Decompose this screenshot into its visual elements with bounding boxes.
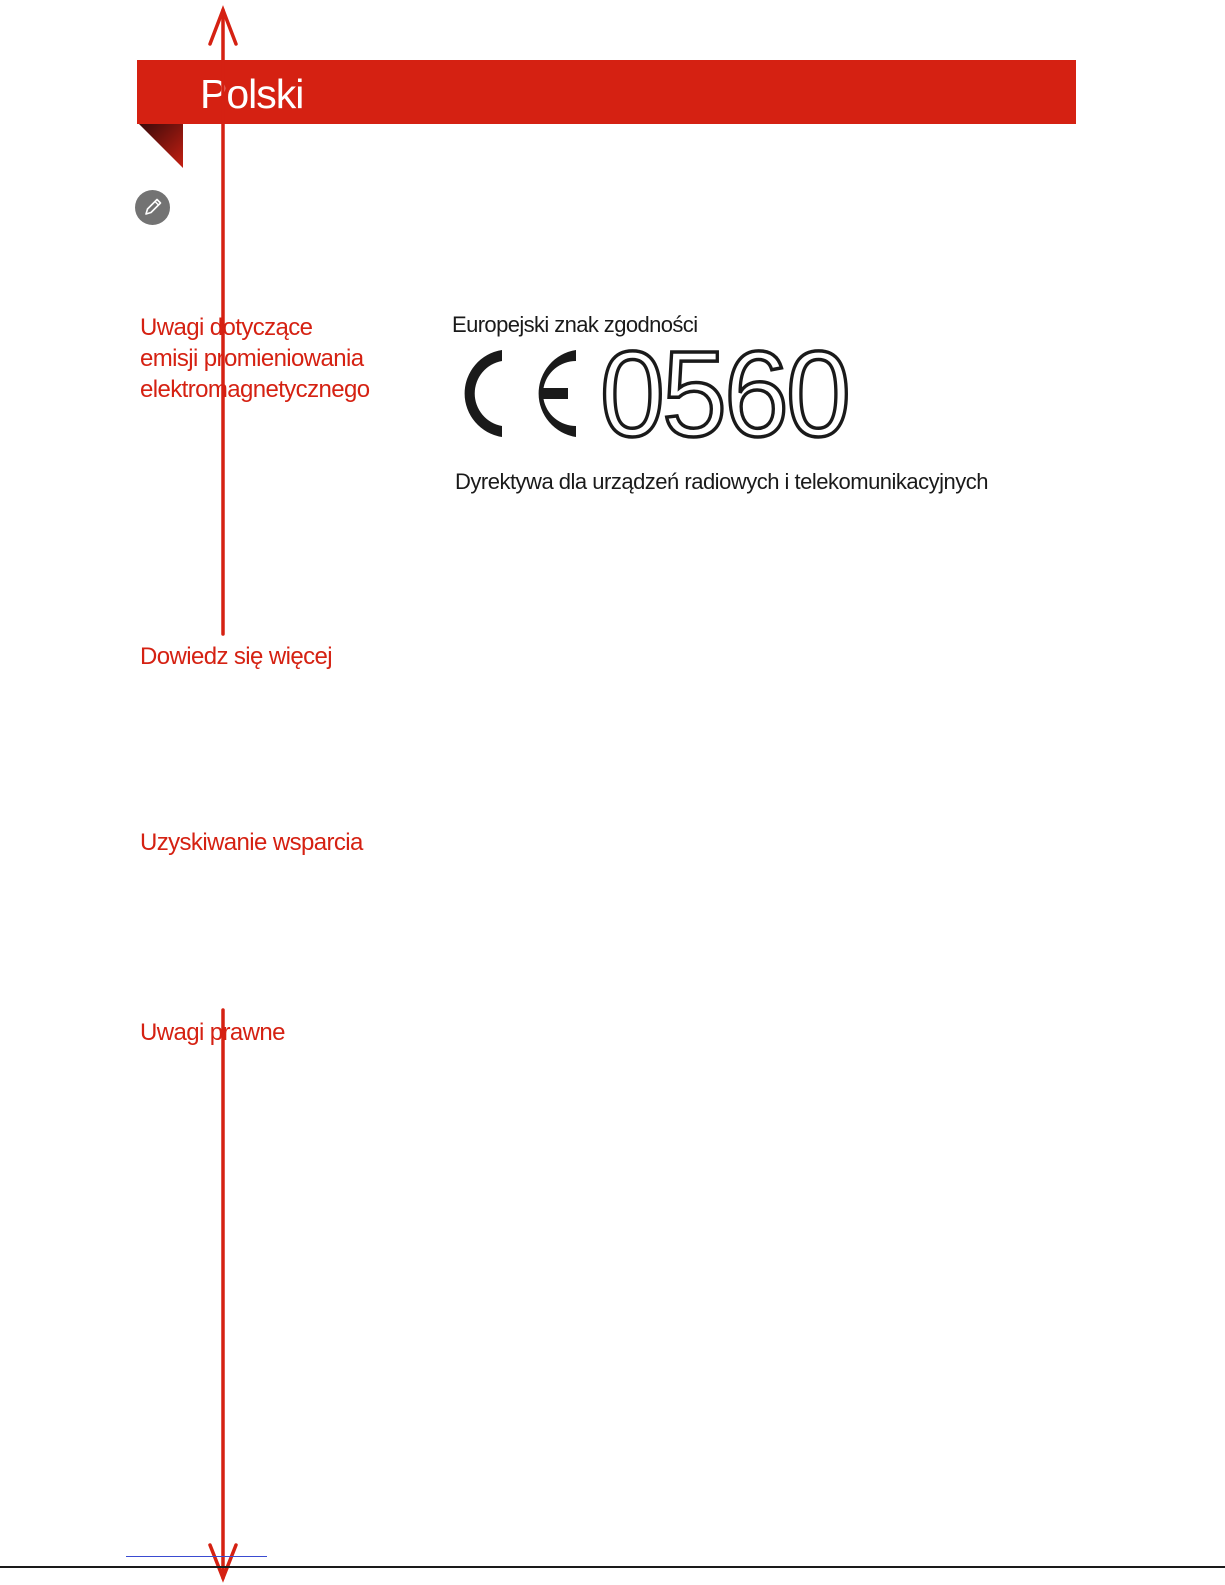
header-banner — [137, 60, 1076, 124]
page-bottom-rule — [0, 1566, 1225, 1568]
corner-fold-decoration — [139, 124, 183, 168]
section-heading-support: Uzyskiwanie wsparcia — [140, 829, 363, 856]
ce-notified-body-number — [598, 330, 858, 450]
section-heading-legal: Uwagi prawne — [140, 1019, 285, 1046]
section-heading-emission-line3: elektromagnetycznego — [140, 376, 370, 403]
section-heading-learn-more: Dowiedz się więcej — [140, 643, 332, 670]
ce-directive: Dyrektywa dla urządzeń radiowych i telekomunikacyjnych — [455, 469, 989, 494]
ce-number-text: 0560 — [600, 330, 848, 450]
footnote-link-underline — [126, 1556, 267, 1557]
ce-mark-logo — [452, 346, 582, 441]
section-heading-emission-line1: Uwagi dotyczące — [140, 314, 313, 341]
section-heading-emission — [140, 312, 369, 405]
note-icon — [135, 190, 170, 225]
section-heading-emission-line2: emisji promieniowania — [140, 345, 364, 372]
page-title: Polski — [200, 71, 304, 117]
ce-caption: Europejski znak zgodności — [452, 312, 698, 337]
pencil-icon — [135, 190, 170, 225]
